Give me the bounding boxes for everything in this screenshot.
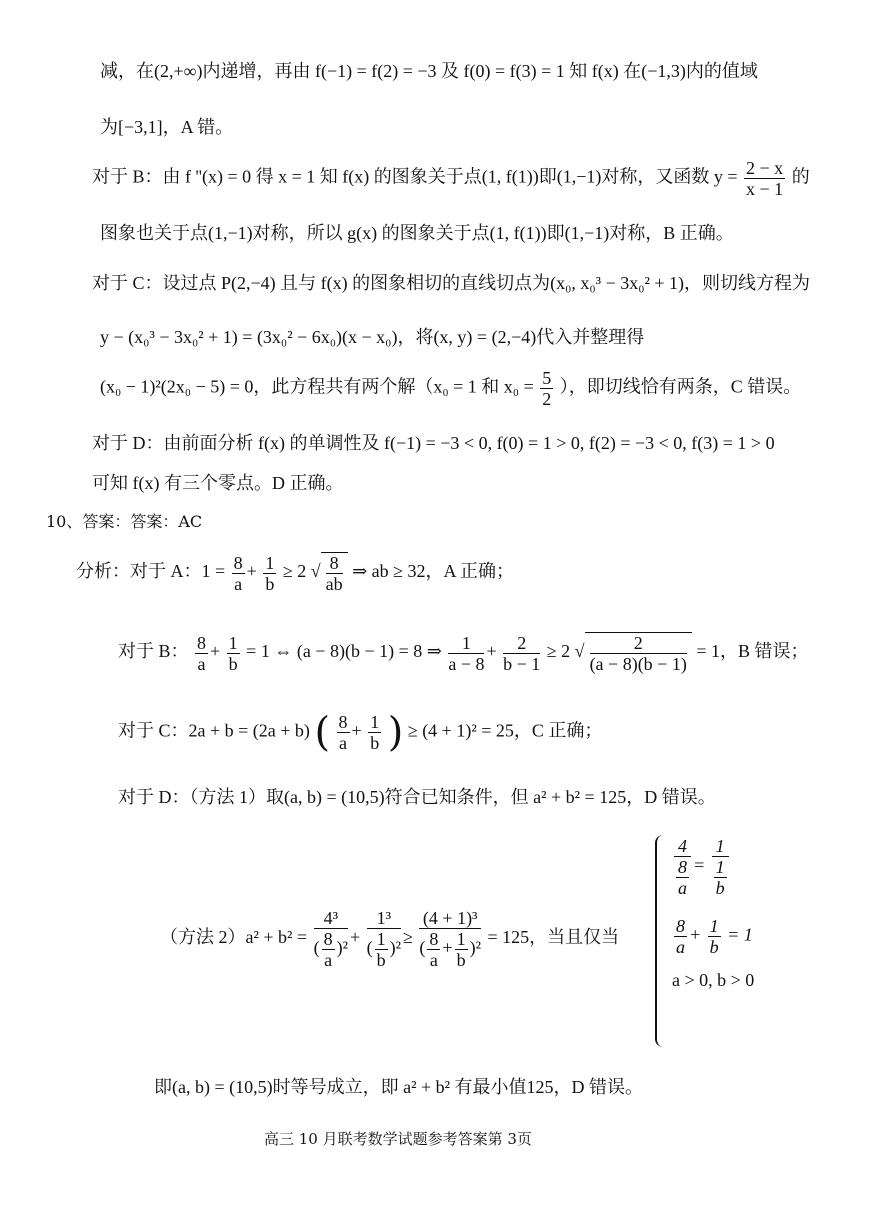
fraction-8-over-ab [326,553,343,594]
method-2-lead: （方法 2）a² + b² = [160,927,308,948]
system-row-2: $\frac{8}{a}$ + $\frac{1}{b}$ = 1 [676,916,753,957]
sqrt-term: √ $\frac{2}{(a - 8)(b - 1)}$ [575,632,692,674]
text-line-8: 对于 D：由前面分析 f(x) 的单调性及 f(−1) = −3 < 0, f(0) = 1 > 0, f(2) = −3 < 0, f(3) = 1 > 0 [92,433,775,453]
sqrt-8-over-ab: √ $\frac{8}{ab}$ [311,552,348,594]
analysis-c-tail: ≥ (4 + 1)² = 25，C 正确； [407,720,603,741]
line-3-text: 对于 B：由 f ''(x) = 0 得 x = 1 知 f(x) 的图象关于点(1, f(1))即(1,−1)对称，又函数 y = [92,166,738,187]
system-row-2-rhs: = 1 [727,924,753,945]
text-line-6: y − (x₀³ − 3x₀² + 1) = (3x₀² − 6x₀)(x − x₀)，将(x, y) = (2,−4)代入并整理得 [100,327,645,347]
fraction-8-over-a [195,633,208,674]
analysis-a: 分析：对于 A：1 = $\frac{8}{a}$ + $\frac{1}{b}$ ≥ 2 √ $\frac{8}{ab}$ ⇒ ab ≥ 32，A 正确； [76,552,515,594]
fraction-denominator: 2 [542,389,552,409]
fraction-five-half [540,368,553,409]
fraction-denominator: a [197,653,206,674]
geq-2: ≥ 2 [546,641,571,662]
text-line-3 [92,158,810,199]
fraction-1-over-b [263,553,276,594]
fraction-y [744,158,785,199]
fraction-denominator: ( $\frac{8}{a}$ + $\frac{1}{b}$ )² [419,929,481,970]
fraction-numerator: 1 [370,712,380,732]
analysis-a-tail: ⇒ ab ≥ 32，A 正确； [352,561,515,582]
fraction-numerator: 4 [674,836,691,857]
system-row-3: a > 0, b > 0 [672,970,755,990]
fraction-numerator: 1 [448,633,484,654]
fraction-denominator: x − 1 [746,179,784,199]
fraction-term-2 [367,908,401,970]
line-7-tail: ），即切线恰有两条，C 错误。 [559,376,802,397]
fraction-numerator: 2 [503,633,540,654]
fraction-numerator: 8 [326,553,343,574]
fraction-numerator: (4 + 1)³ [419,908,481,929]
text-line-9: 可知 f(x) 有三个零点。D 正确。 [92,473,344,493]
fraction-numerator: 8 [676,916,685,936]
fraction-numerator: 1 [265,552,275,573]
answer-heading: 10、答案：答案：AC [46,512,203,531]
fraction-denominator: ( $\frac{8}{a}$ )² [313,929,348,970]
method-2-tail: = 125，当且仅当 [487,927,620,948]
fraction-8-over-a [337,712,350,753]
fraction-1-over-b [708,916,721,957]
analysis-c-lead: 对于 C：2a + b = (2a + b) [118,720,310,741]
fraction-2-over-b-1 [503,633,540,674]
fraction-denominator: b [228,653,238,674]
analysis-b-mid: = 1 ⇔ (a − 8)(b − 1) = 8 ⇒ [246,641,442,662]
fraction-numerator: 1 [709,916,719,936]
system-brace [655,835,671,1047]
page-footer: 高三 10 月联考数学试题参考答案第 3页 [264,1130,532,1148]
line-7-text: (x₀ − 1)²(2x₀ − 5) = 0，此方程共有两个解（x₀ = 1 和 x₀ = [100,376,534,397]
text-line-1: 减，在(2,+∞)内递增，再由 f(−1) = f(2) = −3 及 f(0) = f(3) = 1 知 f(x) 在(−1,3)内的值域 [100,61,758,81]
fraction-1-over-b [368,712,381,753]
text-line-2: 为[−3,1]，A 错。 [100,117,234,137]
fraction-denominator: $\frac{1}{b}$ [715,857,725,898]
fraction-denominator: ( $\frac{1}{b}$ )² [366,929,402,970]
analysis-b-tail: = 1，B 错误； [696,641,809,662]
text-line-4: 图象也关于点(1,−1)对称，所以 g(x) 的图象关于点(1, f(1))即(1,−1)对称，B 正确。 [100,223,734,243]
fraction-numerator: 2 [590,633,687,654]
analysis-a-lead: 分析：对于 A：1 = [76,561,226,582]
fraction-denominator: b [265,573,275,594]
fraction-8-over-a [232,553,245,594]
fraction-term-3 [419,908,481,970]
fraction-numerator: 8 [197,632,207,653]
fraction-numerator: 1 [228,632,238,653]
fraction-numerator: 1 [712,836,729,857]
fraction-numerator: 5 [542,368,552,388]
fraction-numerator: 8 [338,712,348,732]
fraction-sqrt [590,633,687,674]
fraction-1-over-1b [712,836,729,898]
analysis-c: 对于 C：2a + b = (2a + b) ( $\frac{8}{a}$ + $\frac{1}{b}$ ) ≥ (4 + 1)² = 25，C 正确； [118,709,603,756]
fraction-denominator: a [339,733,348,753]
fraction-8-over-a [674,916,687,957]
fraction-4-over-8a [674,836,691,898]
analysis-b: 对于 B： $\frac{8}{a}$ + $\frac{1}{b}$ = 1 ⇔ (a − 8)(b − 1) = 8 ⇒ $\frac{1}{a - 8}$ + $\frac{2}{b - 1}$ ≥ 2 √ $\frac{2}{(a - 8)(b - 1)}$ = 1，B 错误； [118,632,809,674]
fraction-denominator: a [234,573,243,594]
left-paren: ( [314,709,331,756]
conclusion-line: 即(a, b) = (10,5)时等号成立，即 a² + b² 有最小值125，D 错误。 [154,1077,644,1097]
text-line-5: 对于 C：设过点 P(2,−4) 且与 f(x) 的图象相切的直线切点为(x₀, x₀³ − 3x₀² + 1)，则切线方程为 [92,273,811,293]
fraction-1-over-b [227,633,240,674]
fraction-denominator: b [709,937,719,957]
analysis-d-method-2: （方法 2）a² + b² = 4³ ( $\frac{8}{a}$ )² + 1³ ( $\frac{1}{b}$ )² ≥ (4 + 1)³ ( $\frac{8}{a}$ + $\frac{1}{b}$ )² = 125，当且仅当 [160,908,620,970]
fraction-1-over-a-8 [448,633,484,674]
fraction-term-1 [314,908,348,970]
fraction-denominator: $\frac{8}{a}$ [678,857,687,898]
fraction-numerator: 4³ [314,908,348,929]
system-row-1: $\frac{4}{\frac{8}{a}}$ = $\frac{1}{\frac{1}{b}}$ [672,836,731,898]
fraction-denominator: ab [325,574,343,594]
fraction-denominator: b [370,733,380,753]
fraction-denominator: a − 8 [448,653,485,674]
text-line-7 [100,368,801,409]
analysis-d-method-1: 对于 D：（方法 1）取(a, b) = (10,5)符合已知条件，但 a² + b² = 125，D 错误。 [118,787,716,807]
fraction-numerator: 8 [233,552,243,573]
right-paren: ) [387,709,404,756]
fraction-numerator: 1³ [367,908,401,929]
line-3-tail: 的 [791,166,810,187]
geq-2: ≥ 2 [282,561,307,582]
fraction-denominator: a [676,937,685,957]
fraction-numerator: 2 − x [746,158,784,178]
fraction-denominator: b − 1 [503,653,541,674]
analysis-b-lead: 对于 B： [118,641,189,662]
fraction-denominator: (a − 8)(b − 1) [589,654,687,674]
